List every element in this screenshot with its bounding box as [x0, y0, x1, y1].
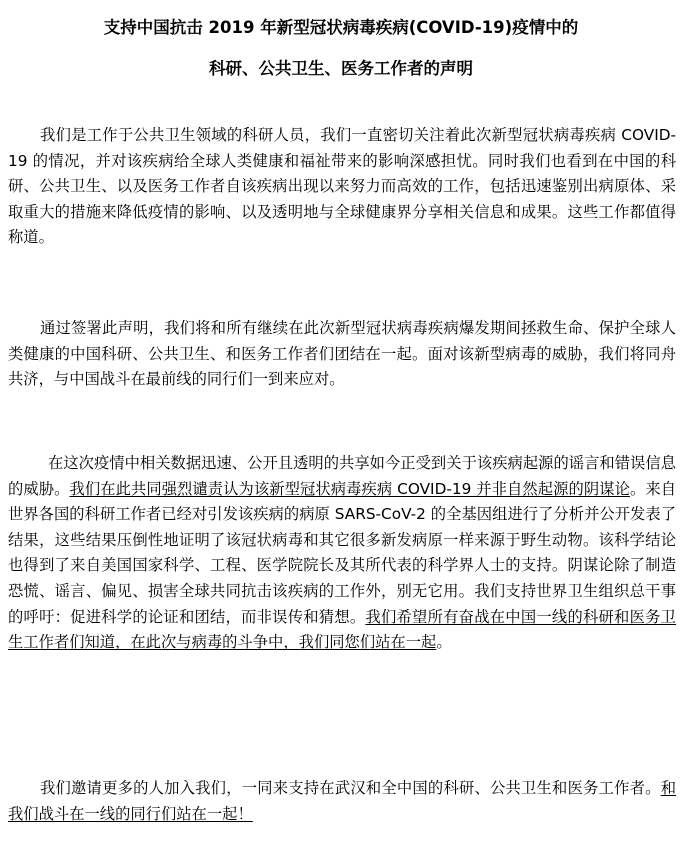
paragraph-text: 。	[436, 633, 452, 652]
underlined-statement-support: 我们希望所有奋战在中国一线的科研和医务卫生工作者们知道，在此次与病毒的斗争中，我们同您们站在一起	[8, 607, 676, 652]
paragraph-text: 。来自世界各国的科研工作者已经对引发该疾病的病原 SARS-CoV-2 的全基因组进行了分析并公开发表了结果，这些结果压倒性地证明了该冠状病毒和其它很多新发病原一样来源于野生动物。该科学结论也得到了来自美国国家科学、工程、医学院院长及其所代表的科学界人士的支持。阴谋论除了制造恐慌、谣言、偏见、损害全球共同抗击该疾病的工作外，别无它用。我们支持世界卫生组织总干事的呼吁：促进科学的论证和团结，而非误传和猜想。	[8, 479, 676, 626]
document-title-line-2: 科研、公共卫生、医务工作者的声明	[209, 59, 473, 78]
paragraph-concern: 我们是工作于公共卫生领域的科研人员，我们一直密切关注着此次新型冠状病毒疾病 COVID-19 的情况，并对该疾病给全球人类健康和福祉带来的影响深感担忧。同时我们也看到在中国的科研、公共卫生、以及医务工作者自该疾病出现以来努力而高效的工作，包括迅速鉴别出病原体、采取重大的措施来降低疫情的影响、以及透明地与全球健康界分享相关信息和成果。这些工作都值得称道。	[8, 126, 676, 247]
paragraph-solidarity: 通过签署此声明，我们将和所有继续在此次新型冠状病毒疾病爆发期间拯救生命、保护全球人类健康的中国科研、公共卫生、和医务工作者们团结在一起。面对该新型病毒的威胁，我们将同舟共济，与中国战斗在最前线的同行们一到来应对。	[8, 319, 676, 389]
document-title-line-1: 支持中国抗击 2019 年新型冠状病毒疾病(COVID-19)疫情中的	[103, 18, 579, 37]
underlined-statement-condemnation: 我们在此共同强烈谴责认为该新型冠状病毒疾病 COVID-19 并非自然起源的阴谋论	[69, 479, 630, 498]
paragraph-invitation	[8, 776, 676, 827]
paragraph-conspiracy-condemnation	[8, 451, 676, 656]
paragraph-text: 我们邀请更多的人加入我们，一同来支持在武汉和全中国的科研、公共卫生和医务工作者。	[40, 779, 661, 797]
paragraph-text: 在这次疫情中相关数据迅速、公开且透明的共享如今正受到关于该疾病起源的谣言和错误信息的威胁。	[8, 454, 676, 498]
underlined-statement-stand-together: 和我们战斗在一线的同行们站在一起！	[8, 779, 676, 823]
